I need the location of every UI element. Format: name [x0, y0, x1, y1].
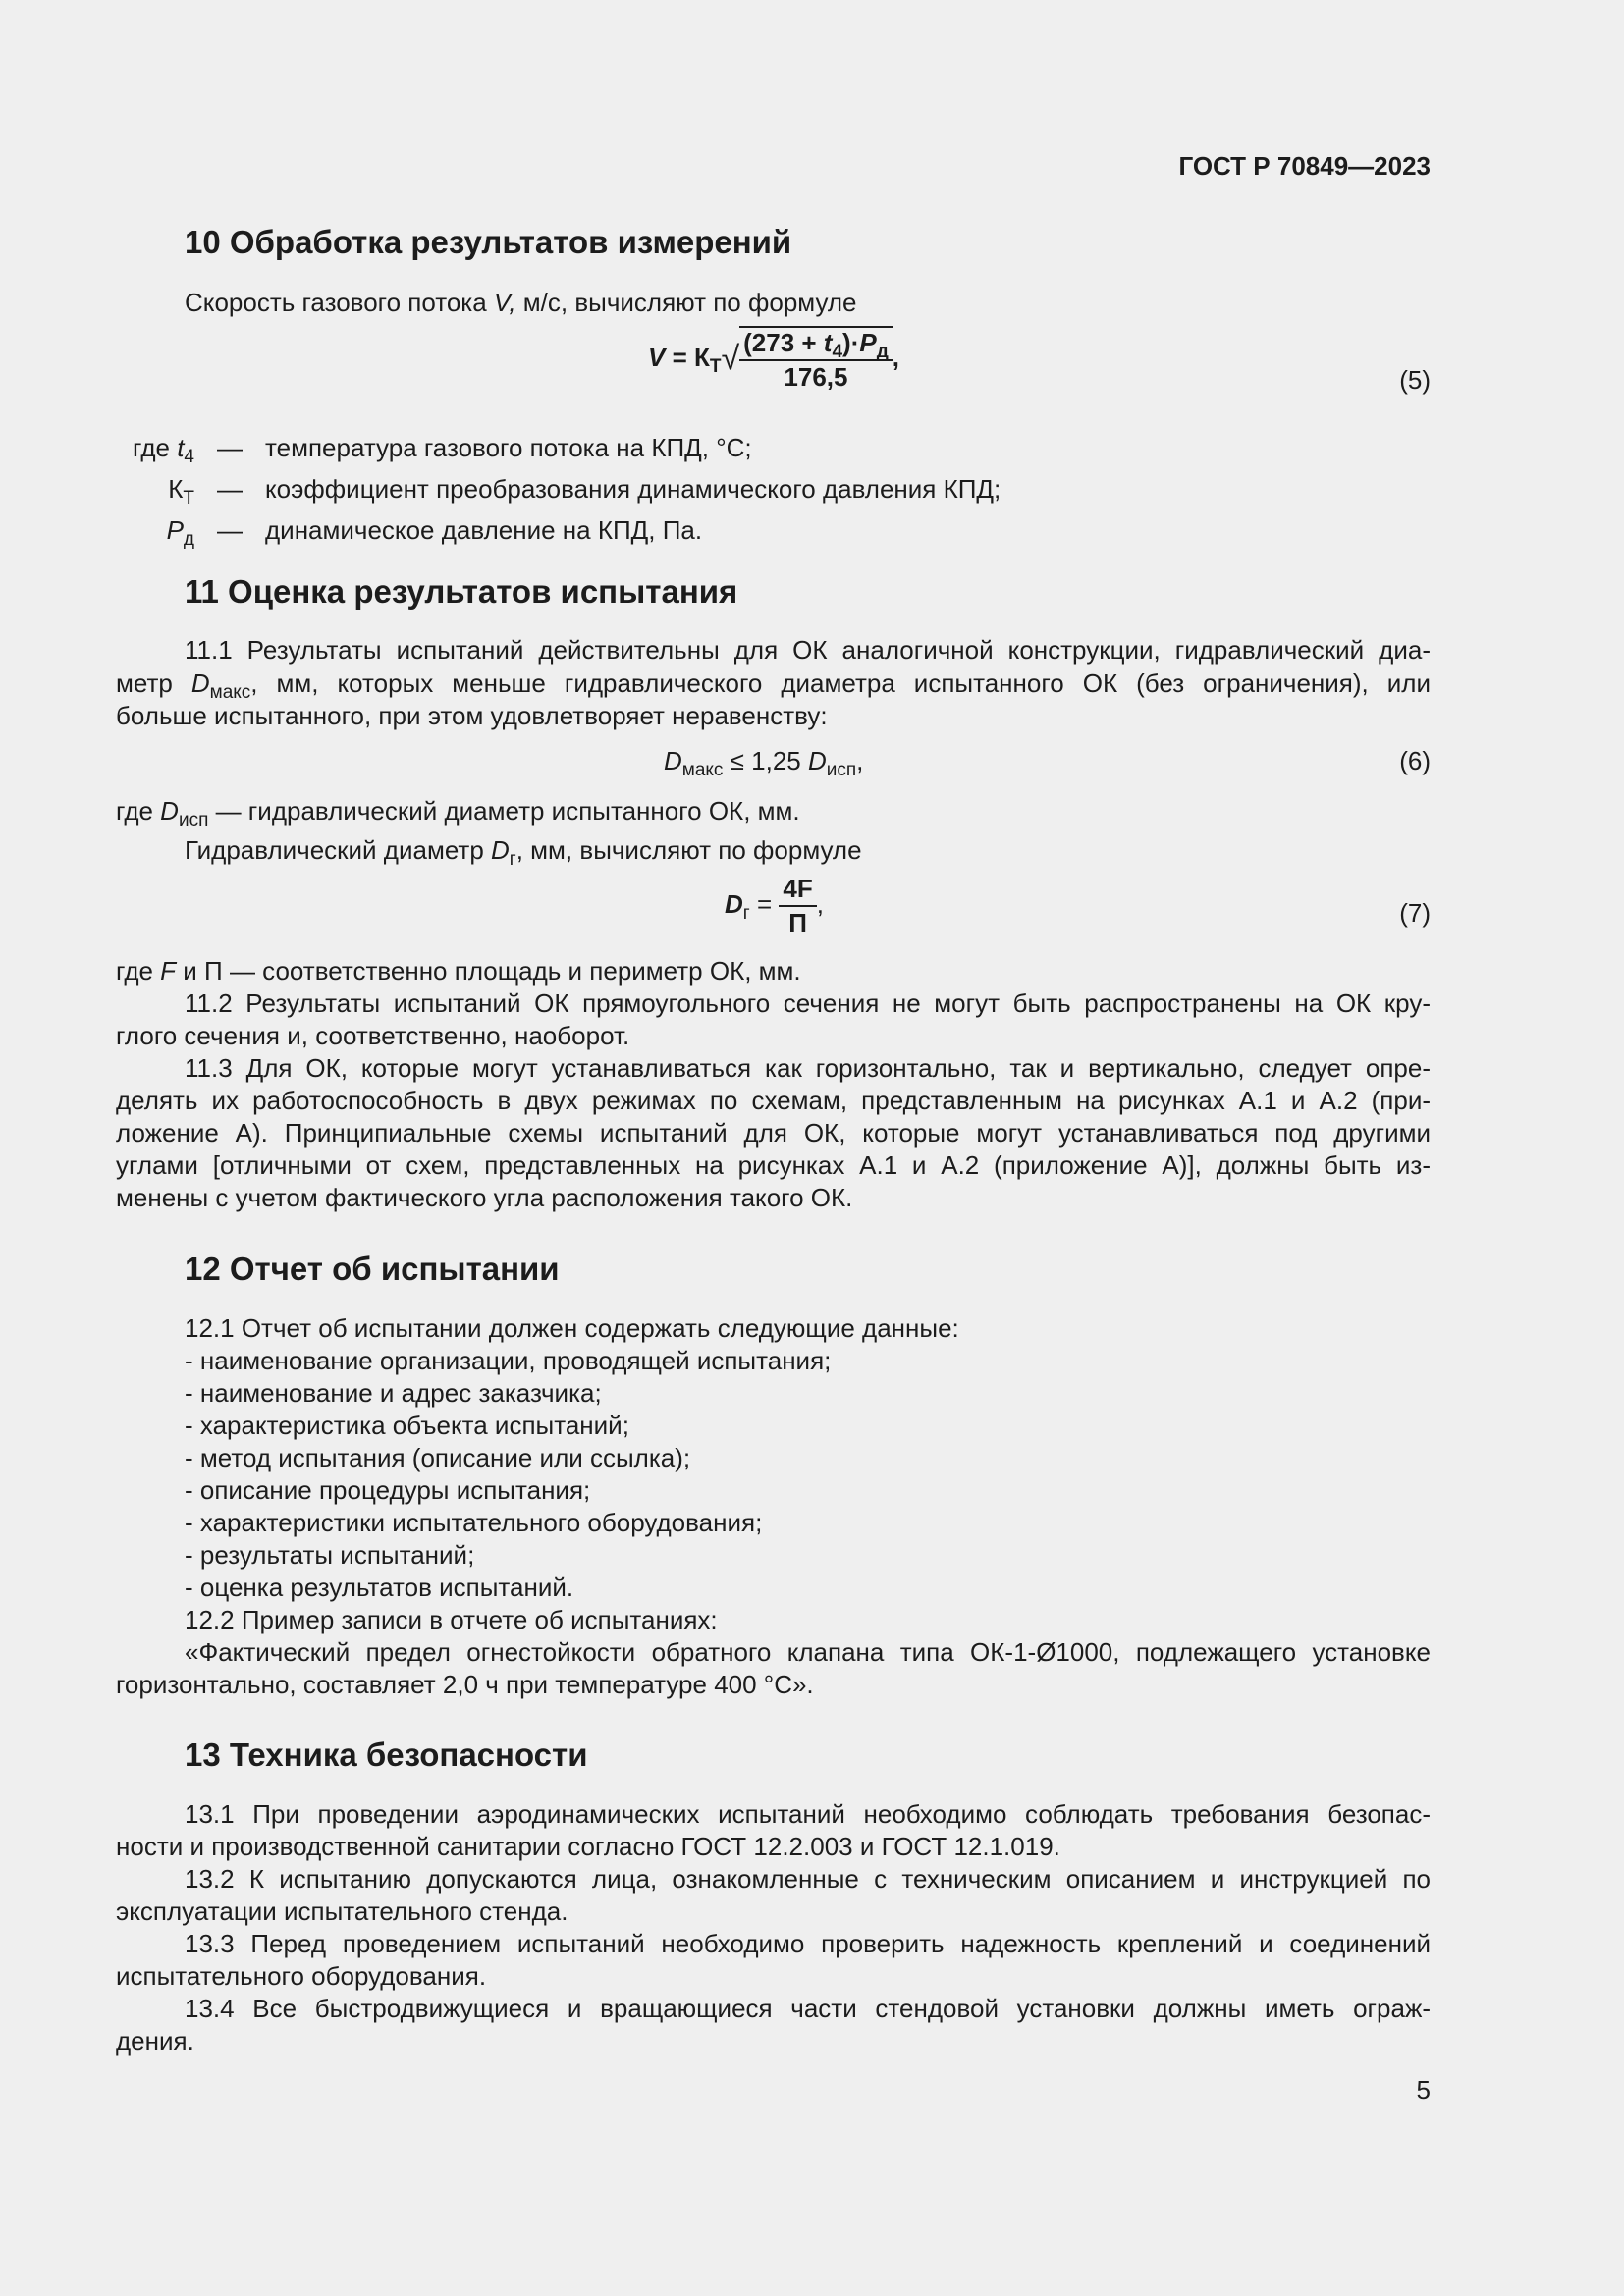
- s11-hydraulic-intro: Гидравлический диаметр $D_г$, мм, вычисляют по формуле: [185, 835, 862, 870]
- where-symbol-pd: $P_д$: [166, 515, 194, 550]
- formula-5-number: (5): [1399, 365, 1431, 395]
- list-item: - описание процедуры испытания;: [185, 1475, 591, 1505]
- s12-example-line1: «Фактический предел огнестойкости обратного клапана типа ОК-1-Ø1000, подлежащего установке: [185, 1637, 1431, 1667]
- list-item: - результаты испытаний;: [185, 1540, 475, 1570]
- formula-7-number: (7): [1399, 898, 1431, 928]
- section-13-title: 13 Техника безопасности: [185, 1736, 588, 1773]
- s13-p2-line1: 13.2 К испытанию допускаются лица, ознакомленные с техническим описанием и инструкцией по: [185, 1864, 1431, 1894]
- section-10-title: 10 Обработка результатов измерений: [185, 224, 792, 260]
- where-6: где $D_{исп}$ — гидравлический диаметр испытанного ОК, мм.: [116, 796, 800, 830]
- page-number: 5: [1416, 2075, 1431, 2105]
- s13-p1-line2: ности и производственной санитарии согласно ГОСТ 12.2.003 и ГОСТ 12.1.019.: [116, 1832, 1060, 1861]
- where-text-kt: коэффициент преобразования динамического давления КПД;: [265, 474, 1001, 504]
- where-symbol-t4: где $t_4$: [133, 433, 194, 467]
- s12-p1: 12.1 Отчет об испытании должен содержать следующие данные:: [185, 1313, 959, 1343]
- formula-6-number: (6): [1399, 746, 1431, 775]
- s11-p2-line2: глого сечения и, соответственно, наоборот.: [116, 1021, 630, 1050]
- s11-p1-line3: больше испытанного, при этом удовлетворяет неравенству:: [116, 701, 828, 730]
- s10-intro: Скорость газового потока V, м/с, вычисляют по формуле: [185, 288, 857, 317]
- section-12-title: 12 Отчет об испытании: [185, 1251, 560, 1287]
- section-11-title: 11 Оценка результатов испытания: [185, 573, 738, 610]
- s11-p3-line5: менены с учетом фактического угла расположения такого ОК.: [116, 1183, 853, 1212]
- s11-p3-line3: ложение А). Принципиальные схемы испытаний для ОК, которые могут устанавливаться под другими: [116, 1118, 1431, 1148]
- s13-p3-line2: испытательного оборудования.: [116, 1961, 487, 1991]
- s12-example-line2: горизонтально, составляет 2,0 ч при температуре 400 °С».: [116, 1670, 814, 1699]
- s13-p1-line1: 13.1 При проведении аэродинамических испытаний необходимо соблюдать требования безопас-: [185, 1799, 1431, 1829]
- where-text-pd: динамическое давление на КПД, Па.: [265, 515, 703, 545]
- where-dash: —: [217, 474, 243, 504]
- formula-5: $V = К_T√$ $\frac{(273 + t_4)\cdot P_д}{176,5}$ ,: [648, 328, 900, 392]
- standard-number: ГОСТ Р 70849—2023: [1178, 151, 1431, 181]
- s13-p3-line1: 13.3 Перед проведением испытаний необходимо проверить надежность креплений и соединений: [185, 1929, 1431, 1958]
- where-dash: —: [217, 515, 243, 545]
- s11-p2-line1: 11.2 Результаты испытаний ОК прямоугольного сечения не могут быть распространены на ОК кру-: [185, 988, 1431, 1018]
- s13-p4-line1: 13.4 Все быстродвижущиеся и вращающиеся части стендовой установки должны иметь ограж-: [185, 1994, 1431, 2023]
- list-item: - оценка результатов испытаний.: [185, 1573, 574, 1602]
- where-symbol-kt: $К_Т$: [168, 474, 194, 508]
- s11-p3-line2: делять их работоспособность в двух режимах по схемам, представленным на рисунках А.1 и А.2 (при-: [116, 1086, 1431, 1115]
- s13-p4-line2: дения.: [116, 2026, 194, 2056]
- list-item: - характеристики испытательного оборудования;: [185, 1508, 763, 1537]
- list-item: - наименование и адрес заказчика;: [185, 1378, 602, 1408]
- formula-6: $D_{макс} \le 1,25$ $D_{исп}$,: [664, 746, 864, 780]
- s12-p2: 12.2 Пример записи в отчете об испытаниях:: [185, 1605, 718, 1634]
- s11-p3-line4: углами [отличными от схем, представленных на рисунках А.1 и А.2 (приложение А)], должны быть из-: [116, 1150, 1431, 1180]
- where-7: где F и П — соответственно площадь и периметр ОК, мм.: [116, 956, 801, 986]
- where-text-t4: температура газового потока на КПД, °С;: [265, 433, 752, 462]
- list-item: - характеристика объекта испытаний;: [185, 1411, 629, 1440]
- s13-p2-line2: эксплуатации испытательного стенда.: [116, 1896, 568, 1926]
- list-item: - метод испытания (описание или ссылка);: [185, 1443, 691, 1472]
- s11-p1-line2: метр $D_{макс}$, мм, которых меньше гидравлического диаметра испытанного ОК (без ограничения), или: [116, 668, 1431, 703]
- list-item: - наименование организации, проводящей испытания;: [185, 1346, 832, 1375]
- s11-p3-line1: 11.3 Для ОК, которые могут устанавливаться как горизонтально, так и вертикально, следует опре-: [185, 1053, 1431, 1083]
- where-dash: —: [217, 433, 243, 462]
- formula-7: $D_г$ = $\frac{4F}{П}$ ,: [725, 874, 824, 937]
- s11-p1-line1: 11.1 Результаты испытаний действительны для ОК аналогичной конструкции, гидравлический диа-: [185, 635, 1431, 665]
